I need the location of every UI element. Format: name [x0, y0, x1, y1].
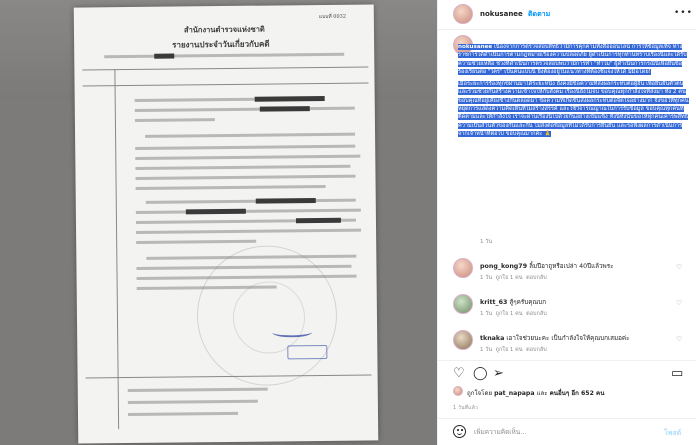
table-border [83, 82, 369, 86]
document-line [128, 388, 268, 392]
emoji-icon[interactable] [453, 425, 466, 438]
avatar[interactable] [453, 258, 473, 278]
likes-text[interactable]: ถูกใจโดย pat_napapa และ คนอื่นๆ อีก 652 คน [467, 390, 605, 397]
police-report-document [74, 4, 379, 443]
document-line [136, 209, 361, 214]
comment-username[interactable]: kritt_63 [480, 299, 508, 306]
comment-username[interactable]: pong_kong79 [480, 263, 528, 270]
add-comment-bar [438, 418, 696, 445]
redaction [255, 96, 325, 102]
caption-age: 1 วัน [480, 239, 493, 245]
document-line [128, 412, 238, 416]
document-line [146, 199, 356, 204]
document-line [135, 107, 355, 112]
table-border [86, 374, 372, 378]
document-line [136, 240, 256, 244]
caption-username[interactable]: nokusanee [458, 44, 493, 50]
redaction [154, 54, 174, 59]
post-header [438, 0, 696, 30]
reply-button[interactable]: ตอบกลับ [526, 347, 547, 353]
document-subtitle: รายงานประจำวันเกี่ยวกับคดี [172, 38, 270, 50]
avatar[interactable] [453, 4, 473, 24]
caption-text [458, 43, 690, 138]
more-options-icon[interactable]: ••• [674, 8, 693, 18]
comment-text: kritt_63 สู้ๆครับคุณบก [480, 299, 547, 306]
comment-text: tknaka เอาใจช่วยนะคะ เป็นกำลังใจให้คุณบกเสมอค่ะ [480, 335, 630, 342]
reply-button[interactable]: ตอบกลับ [526, 311, 547, 317]
reply-button[interactable]: ตอบกลับ [526, 275, 547, 281]
comment-icon[interactable]: ◯ [473, 366, 488, 381]
document-line [135, 155, 360, 160]
table-border [114, 69, 119, 429]
redaction [186, 209, 246, 215]
like-comment-icon[interactable]: ♡ [676, 263, 683, 271]
share-icon[interactable]: ➢ [493, 366, 504, 381]
comment-item [438, 258, 696, 294]
table-border [82, 67, 368, 71]
document-line [136, 185, 326, 190]
post-actions-bar [438, 360, 696, 386]
document-line [136, 229, 361, 234]
redaction [256, 198, 316, 204]
document-line [136, 175, 356, 180]
like-comment-icon[interactable]: ♡ [676, 335, 683, 343]
document-line [135, 165, 350, 170]
avatar[interactable] [453, 386, 463, 396]
heart-icon[interactable]: ♡ [453, 366, 465, 381]
likes-summary [438, 386, 696, 400]
post-author-username[interactable]: nokusanee [480, 10, 523, 18]
document-line [135, 145, 355, 150]
comment-text: pong_kong79 ลิ้มปีอาถูหรือเปล่า 40ปีแล้วพระ [480, 263, 614, 270]
comment-username[interactable]: tknaka [480, 335, 505, 342]
bookmark-icon[interactable]: ▭ [671, 366, 684, 381]
post-date: 1 วันที่แล้ว [453, 405, 478, 411]
comment-input[interactable] [474, 425, 644, 439]
avatar[interactable] [453, 330, 473, 350]
redaction [296, 218, 341, 223]
redaction [260, 106, 310, 112]
post-caption [438, 31, 696, 245]
document-line [135, 118, 215, 122]
post-comment-button[interactable]: โพสต์ [664, 429, 682, 437]
blue-stamp [287, 345, 327, 359]
avatar[interactable] [453, 294, 473, 314]
document-title: สำนักงานตำรวจแห่งชาติ [183, 24, 265, 35]
comment-meta: 1 วัน ถูกใจ 1 คน ตอบกลับ [480, 347, 547, 353]
document-line [145, 133, 355, 138]
caption-paragraph-2: เมื่อระยะการร้องทุกข์ผ่านมาได้ระยะหนึ่ง ยังคงมีข้อความที่ส่งผลกระทบต่อผู้อื่น เพื่อยืนยันตัวตนและร่วมช่วยกันสร้างความเข้าใจให้กับสังคม เรื่องนี้ยังไม่จบ ขอบคุณทุกกำลังใจที่ส่งมา ทั้ง 2 คนขอบคุณที่อยู่เคียงข้างกันตลอดมา ข้อความที่เกิดขึ้นส่งผลกระทบต่อจิตใจอย่างมาก จึงขอให้ทุกคนหยุดการแสดงความคิดเห็นที่ไม่สร้างสรรค์ และใช้วิจารณญาณในการรับข้อมูล ขอบคุณทุกคนที่ติดตามและให้กำลังใจ เราจะผ่านเรื่องนี้ไปด้วยกันอย่างเข้มแข็ง ทั้งนี้ทั้งนั้นขอให้ทุกคนเคารพสิทธิ์ความเป็นส่วนตัวของกันและกัน ไม่ส่งต่อข้อมูลที่ไม่ได้รับการยืนยัน และรอฟังผลการดำเนินการจากเจ้าหน้าที่ต่อไป ขอบคุณมากค่ะ 🙏 [458, 81, 689, 137]
police-seal-watermark [196, 245, 337, 386]
post-side-panel [437, 0, 696, 445]
comment-meta: 1 วัน ถูกใจ 1 คน ตอบกลับ [480, 275, 547, 281]
document-line [128, 400, 258, 404]
form-number: แบบที่ 0032 [318, 13, 347, 21]
follow-button[interactable]: ติดตาม [528, 10, 551, 18]
comment-item [438, 294, 696, 330]
caption-paragraph-1: เนื่องจากการตรวจสอบสิทธิ์ว่ามีการคุกคามทั้งสื่อออนไลน์ การให้ข้อมูลเท็จ ทางราชการได้ดำเนินการตามกฎหมายเรื่องความปลอดภัย ผู้ดำเนินการทุกท่านทราบเรื่องนี้และได้รับความช่วยเหลือ ช่วงที่ดำเนินการตรวจสอบพบว่ามีการทำ "ทำไม" ผู้ดำเนินการกรณีนี้เพื่อยื่นข้อร้องเรียนต่อ "ใคร" เป็นคนแบบนี้ ยิ่งต้องอยู่ในแนวทางที่ต้องชี้แจงให้ได้ มีมือโดย! [458, 44, 687, 75]
like-comment-icon[interactable]: ♡ [676, 299, 683, 307]
document-line [104, 53, 344, 59]
comment-meta: 1 วัน ถูกใจ 1 คน ตอบกลับ [480, 311, 547, 317]
